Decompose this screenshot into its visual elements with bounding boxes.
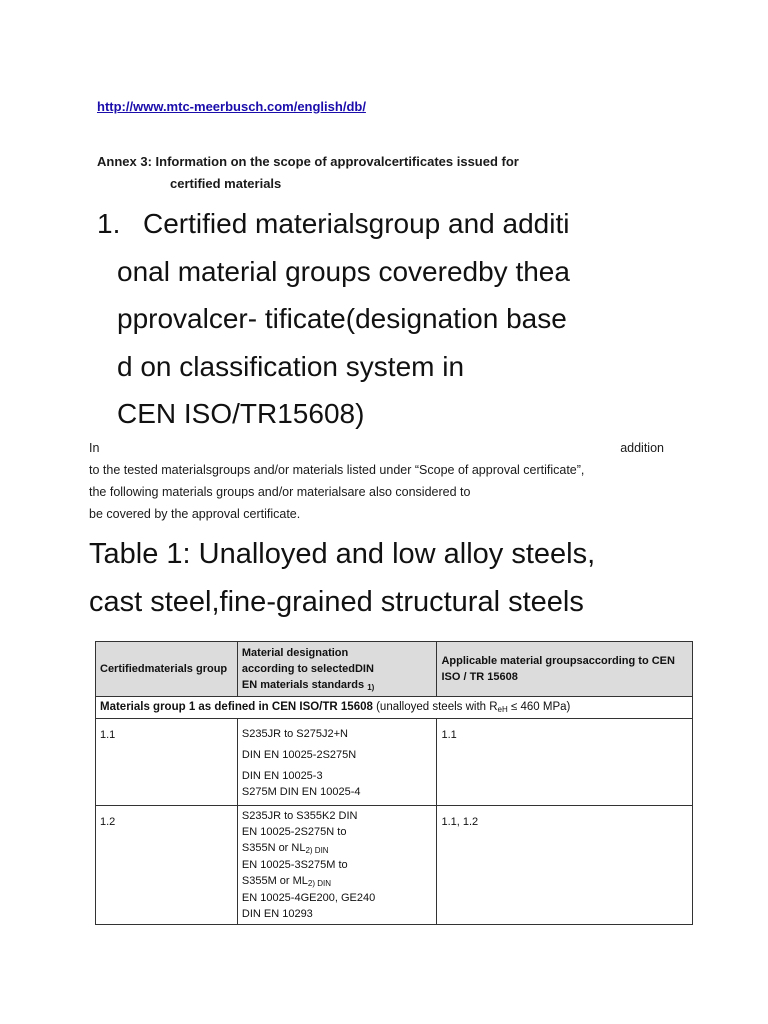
- header-material-designation: Material designation according to selectedDIN EN materials standards 1): [237, 642, 437, 697]
- table-title-line: Table 1: Unalloyed and low alloy steels,: [89, 538, 596, 570]
- annex-title-line-1: Annex 3: Information on the scope of approvalcertificates issued for: [97, 154, 519, 169]
- heading-line: CEN ISO/TR15608): [117, 398, 365, 429]
- table-row: [96, 719, 693, 806]
- header-certified-group: Certifiedmaterials group: [96, 642, 238, 697]
- paragraph-line: to the tested materialsgroups and/or materials listed under “Scope of approval certificate”,: [89, 463, 585, 477]
- cell-designation: S235JR to S355K2 DIN EN 10025-2S275N to S355N or NL2) DIN EN 10025-3S275M to S355M or ML2) DIN EN 10025-4GE200, GE240 DIN EN 10293: [237, 806, 437, 925]
- body-paragraph: [89, 437, 664, 525]
- cell-group: 1.2: [96, 806, 238, 925]
- table-title-line: cast steel,fine-grained structural steels: [89, 586, 584, 618]
- table-header-row: [96, 642, 693, 697]
- cell-designation: S235JR to S275J2+N DIN EN 10025-2S275N DIN EN 10025-3 S275M DIN EN 10025-4: [237, 719, 437, 806]
- paragraph-word-left: In: [89, 441, 100, 455]
- heading-line: 1. Certified materialsgroup and additi: [97, 200, 677, 248]
- paragraph-word-right: addition: [620, 441, 664, 455]
- annex-title-line-2: certified materials: [170, 176, 282, 191]
- section-heading: [97, 200, 677, 438]
- materials-table: [95, 641, 693, 925]
- header-applicable-groups: Applicable material groupsaccording to CEN ISO / TR 15608: [437, 642, 693, 697]
- heading-line: pprovalcer- tificate(designation base: [117, 303, 567, 334]
- heading-line: onal material groups coveredby thea: [117, 255, 570, 287]
- footnote-marker: 1): [367, 682, 375, 692]
- annex-title: [97, 151, 657, 195]
- cell-group: 1.1: [96, 719, 238, 806]
- heading-number: 1.: [97, 208, 121, 239]
- table-row: [96, 806, 693, 925]
- heading-line: d on classification system in: [117, 350, 465, 382]
- cell-applicable: 1.1, 1.2: [437, 806, 693, 925]
- group-caption: Materials group 1 as defined in CEN ISO/TR 15608 (unalloyed steels with ReH ≤ 460 MPa): [96, 697, 693, 719]
- table-title: [89, 530, 709, 626]
- paragraph-first-line: [89, 437, 664, 459]
- paragraph-line: be covered by the approval certificate.: [89, 507, 301, 521]
- table-group-row: [96, 697, 693, 719]
- paragraph-line: the following materials groups and/or materialsare also considered to: [89, 485, 471, 499]
- database-link[interactable]: http://www.mtc-meerbusch.com/english/db/: [97, 99, 366, 114]
- cell-applicable: 1.1: [437, 719, 693, 806]
